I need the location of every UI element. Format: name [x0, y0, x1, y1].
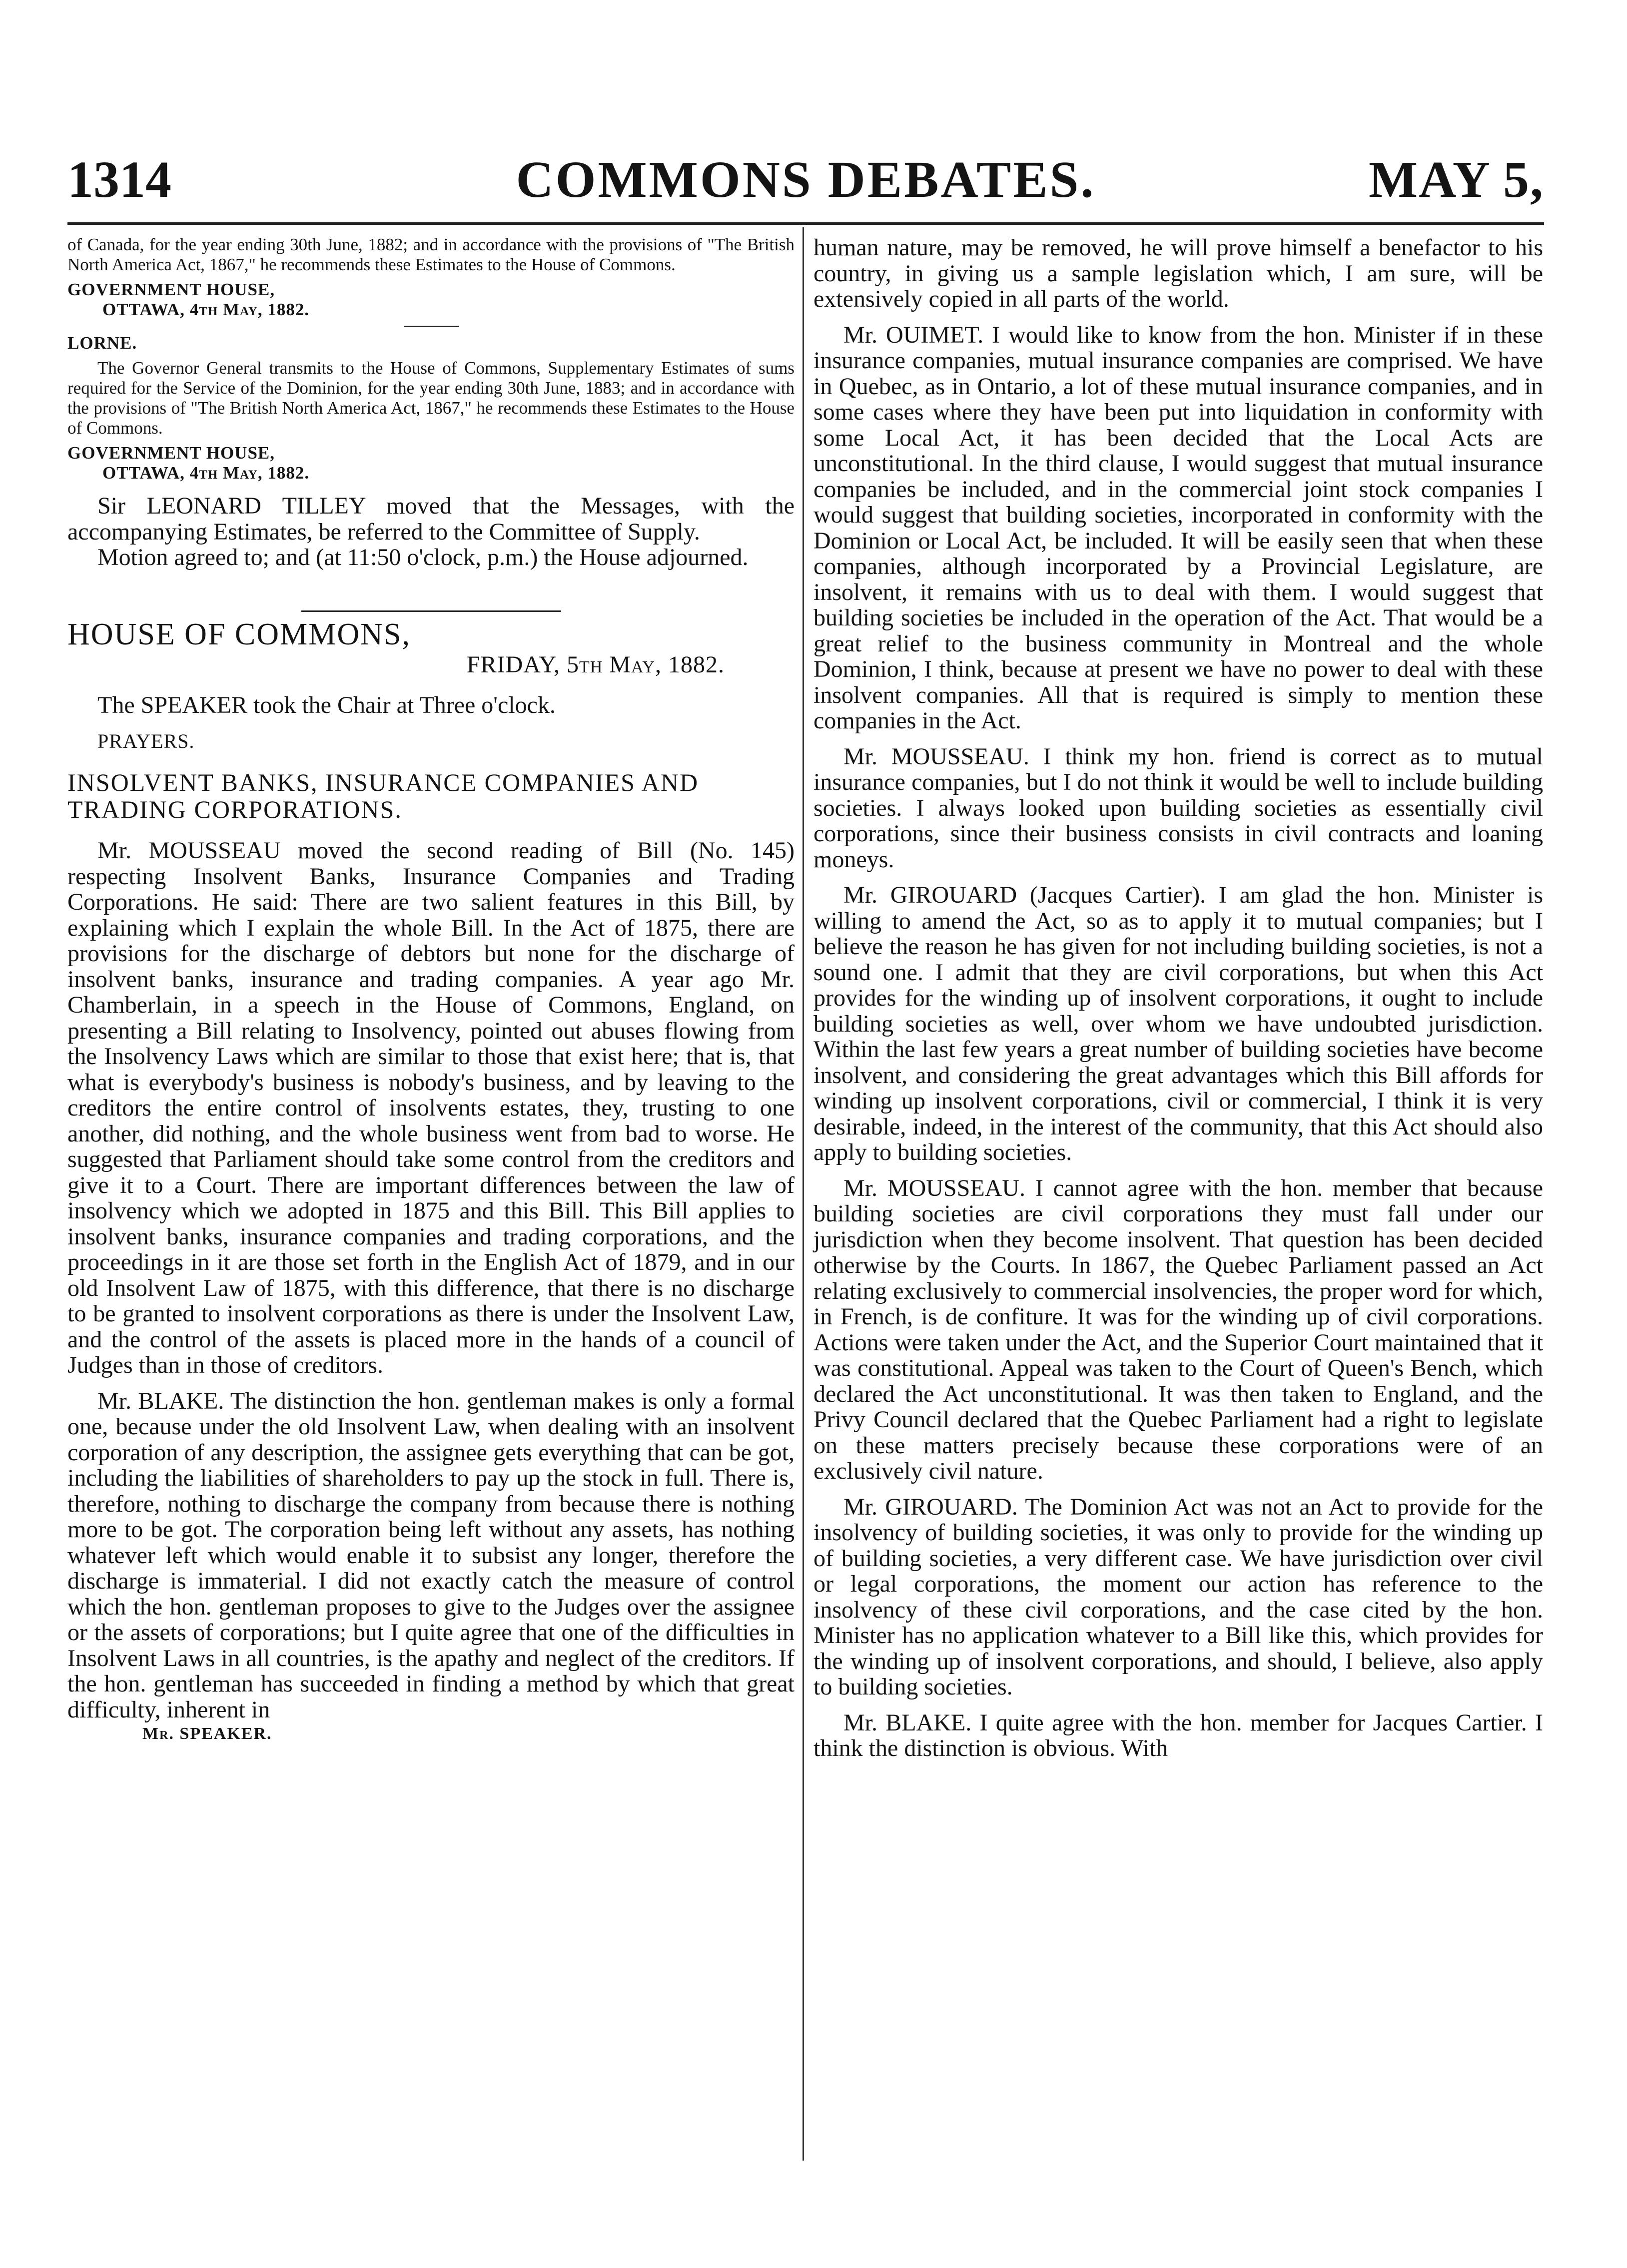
page-number: 1314: [67, 151, 171, 208]
ottawa-date: OTTAWA, 4th May, 1882.: [102, 463, 310, 483]
government-house-label: GOVERNMENT HOUSE,: [67, 280, 275, 299]
section-heading: INSOLVENT BANKS, INSURANCE COMPANIES AND: [67, 768, 699, 796]
page-footer-catchword: Mr. SPEAKER.: [142, 1724, 272, 1743]
right-column: [814, 235, 1543, 1761]
paragraph-girouard: Mr. GIROUARD. The Dominion Act was not an Act to provide for the insolvency of building societies, it was only to provide for the winding up of building societies, a very different case. We have jurisdiction over civil or legal corporations, the moment our action has reference to the insolvency of these civil corporations, and the case cited by the hon. Minister has no application whatever to a Bill like this, which provides for the winding up of insolvent corporations, and should, I believe, also apply to building societies.: [814, 1493, 1543, 1700]
speaker-line: The SPEAKER took the Chair at Three o'clock.: [97, 692, 556, 718]
divider: [404, 326, 459, 327]
header-rule: [67, 222, 1544, 225]
government-house-label: GOVERNMENT HOUSE,: [67, 443, 275, 463]
sitting-date: FRIDAY, 5th May, 1882.: [466, 651, 725, 678]
paragraph-girouard: Mr. GIROUARD (Jacques Cartier). I am glad the hon. Minister is willing to amend the Act, so as to apply it to mutual companies; but I believe the reason he has given for not including building societies, is not a sound one. I admit that they are civil corporations, but when this Act provides for the winding up of insolvent corporations, it ought to include building societies as well, over whom we have undoubted jurisdiction. Within the last few years a great number of building societies have become insolvent, and considering the great advantages which this Bill affords for winding up insolvent corporations, civil or commercial, I think it is very desirable, indeed, in the interest of the community, that this Act should also apply to building societies.: [814, 882, 1543, 1165]
section-divider: [301, 610, 561, 612]
left-column: [67, 235, 795, 1743]
paragraph-mousseau: Mr. MOUSSEAU moved the second reading of Bill (No. 145) respecting Insolvent Banks, Insurance Companies and Trading Corporations. He said: There are two salient features in this Bill, by explaining which I explain the whole Bill. In the Act of 1875, there are provisions for the discharge of debtors but none for the discharge of insolvent banks, insurance and trading companies. A year ago Mr. Chamberlain, in a speech in the House of Commons, England, on presenting a Bill relating to Insolvency, pointed out abuses flowing from the Insolvency Laws which are similar to those that exist here; that is, that what is everybody's business is nobody's business, and by leaving to the creditors the entire control of insolvents estates, they, trusting to one another, did nothing, and the whole business went from bad to worse. He suggested that Parliament should take some control from the creditors and give it to a Court. There are important differences between the law of insolvency which we adopted in 1875 and this Bill. This Bill applies to insolvent banks, insurance companies and trading corporations, and the proceedings in it are those set forth in the English Act of 1879, and in our old Insolvent Law of 1875, with this difference, that there is no discharge to be granted to insolvent corporations as there is under the Insolvent Law, and the control of the assets is placed more in the hands of a council of Judges than in those of creditors.: [67, 837, 795, 1378]
section-heading-line-2: TRADING CORPORATIONS.: [67, 795, 402, 823]
ottawa-date: OTTAWA, 4th May, 1882.: [102, 300, 310, 319]
paragraph-blake: Mr. BLAKE. The distinction the hon. gentleman makes is only a formal one, because under the old Insolvent Law, when dealing with an insolvent corporation of any description, the assignee gets everything that can be got, including the liabilities of shareholders to pay up the stock in full. There is, therefore, nothing to discharge the company from because there is nothing more to be got. The corporation being left without any assets, has nothing whatever left which would enable it to subsist any longer, therefore the discharge is immaterial. I did not exactly catch the measure of control which the hon. gentleman proposes to give to the Judges over the assignee or the assets of corporations; but I quite agree that one of the difficulties in Insolvent Laws in all countries, is the apathy and neglect of the creditors. If the hon. gentleman has succeeded in finding a method by which that great difficulty, inherent in: [67, 1387, 795, 1723]
paragraph-tilley: Sir LEONARD TILLEY moved that the Messages, with the accompanying Estimates, be referred to the Committee of Supply.: [67, 493, 795, 545]
paragraph-blake: Mr. BLAKE. I quite agree with the hon. member for Jacques Cartier. I think the distinction is obvious. With: [814, 1709, 1543, 1761]
page-header: [67, 150, 1544, 220]
message-text: The Governor General transmits to the House of Commons, Supplementary Estimates of sums required for the Service of the Dominion, for the year ending 30th June, 1883; and in accordance with the provisions of "The British North America Act, 1867," he recommends these Estimates to the House of Commons.: [67, 358, 795, 438]
paragraph-ouimet: Mr. OUIMET. I would like to know from the hon. Minister if in these insurance companies, mutual insurance companies are comprised. We have in Quebec, as in Ontario, a lot of these mutual insurance companies, and in some cases where they have been put into liquidation in conformity with some Local Act, it has been decided that the Local Acts are unconstitutional. In the third clause, I would suggest that mutual insurance companies be included, and in the commercial joint stock companies I would suggest that building societies, incorporated in conformity with the Dominion or Local Act, be included. It will be easily seen that when these companies, although incorporated by a Provincial Legislature, are insolvent, it remains with us to deal with them. I would suggest that building societies be included in the operation of the Act. That would be a great relief to the business community in Montreal and the whole Dominion, I think, because at present we have no power to deal with these insolvent companies. All that is required is simply to mention these companies in the Act.: [814, 321, 1543, 734]
paragraph-continued: human nature, may be removed, he will prove himself a benefactor to his country, in giving us a sample legislation which, I am sure, will be extensively copied in all parts of the world.: [814, 234, 1543, 312]
prayers-label: PRAYERS.: [97, 729, 195, 752]
message-text: of Canada, for the year ending 30th June, 1882; and in accordance with the provisions of "The British North America Act, 1867," he recommends these Estimates to the House of Commons.: [67, 235, 795, 274]
column-divider: [803, 227, 804, 2161]
paragraph-mousseau: Mr. MOUSSEAU. I cannot agree with the hon. member that because building societies are civil corporations they must fall under our jurisdiction when they become insolvent. That question has been decided otherwise by the Courts. In 1867, the Quebec Parliament passed an Act relating exclusively to commercial insolvencies, the proper word for which, in French, is de confiture. It was for the winding up of civil corporations. Actions were taken under the Act, and the Superior Court maintained that it was constitutional. Appeal was taken to the Court of Queen's Bench, which declared the Act unconstitutional. It was then taken to England, and the Privy Council declared that the Quebec Parliament had a right to legislate on these matters precisely because these corporations were of an exclusively civil nature.: [814, 1174, 1543, 1484]
signature-lorne: LORNE.: [67, 333, 137, 353]
publication-title: COMMONS DEBATES.: [516, 151, 1096, 208]
paragraph-mousseau: Mr. MOUSSEAU. I think my hon. friend is correct as to mutual insurance companies, but I do not think it would be well to include building societies. I always looked upon building societies as essentially civil corporations, since their business consists in civil contracts and loaning moneys.: [814, 743, 1543, 873]
header-date: MAY 5,: [1369, 151, 1544, 208]
house-of-commons-heading: HOUSE OF COMMONS,: [67, 617, 411, 651]
paragraph-motion: Motion agreed to; and (at 11:50 o'clock, p.m.) the House adjourned.: [97, 544, 749, 570]
